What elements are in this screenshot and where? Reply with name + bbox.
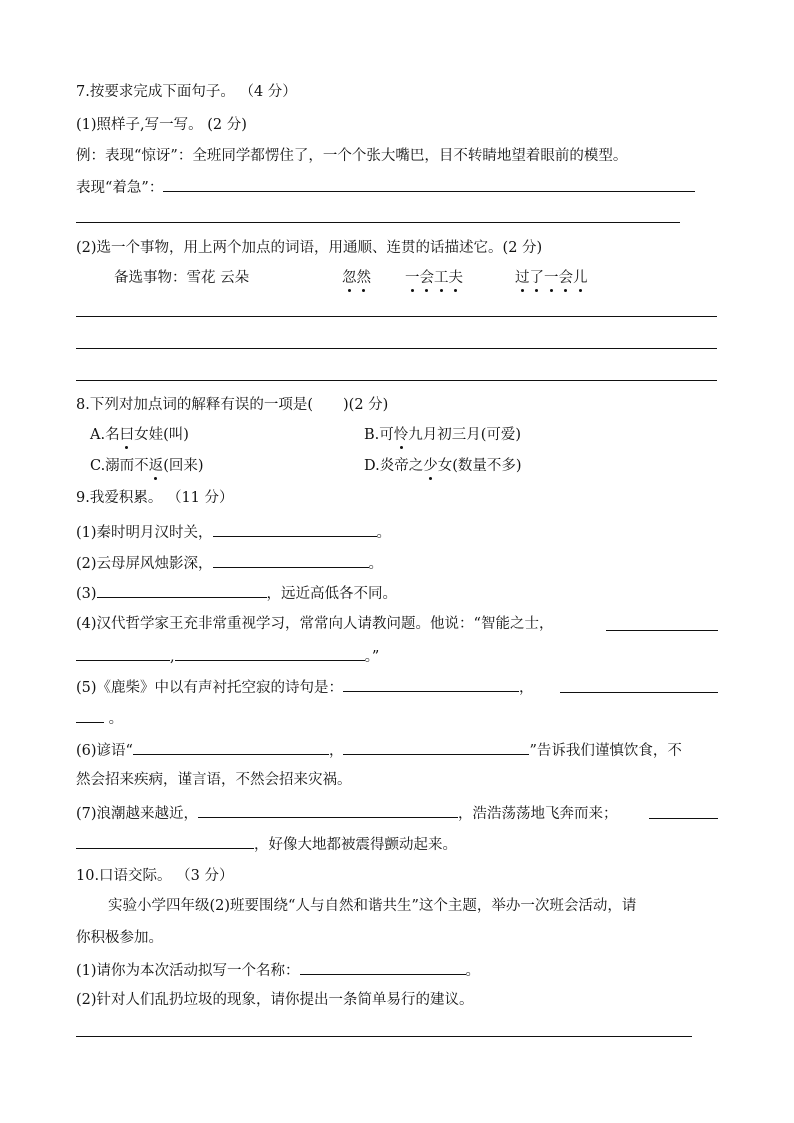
- q9-blank-7c[interactable]: [76, 833, 254, 849]
- q9-item-3: (3) ，远近高低各不同。: [76, 582, 397, 604]
- q7-word-huran: 忽然: [342, 270, 371, 286]
- q9-blank-4c[interactable]: [175, 645, 365, 661]
- q7-answer-blank[interactable]: [163, 176, 695, 192]
- q9-item-5-cont: 。: [76, 707, 123, 729]
- q9-blank-7a[interactable]: [198, 802, 458, 818]
- q9-blank-2[interactable]: [213, 552, 369, 568]
- q9-blank-1[interactable]: [213, 521, 377, 537]
- q8-option-b: B.可怜九月初三月(可爱): [364, 427, 522, 443]
- q7-answer-line-2[interactable]: [76, 222, 680, 223]
- q9-blank-6b[interactable]: [343, 739, 529, 755]
- q10-title: 10.口语交际。 （3 分）: [76, 868, 234, 884]
- q10-intro-line-1: 实验小学四年级(2)班要围绕“人与自然和谐共生”这个主题，举办一次班会活动，请: [108, 898, 637, 914]
- q9-blank-5c[interactable]: [76, 707, 104, 723]
- q7-writing-line-3[interactable]: [76, 380, 717, 381]
- q8-option-c: C.溺而不返(回来): [90, 458, 204, 474]
- q9-item-4-cont: , 。”: [76, 645, 379, 667]
- q7-example: 例：表现“惊讶”：全班同学都愣住了，一个个张大嘴巴，目不转睛地望着眼前的模型。: [76, 148, 628, 164]
- q10-item-2: (2)针对人们乱扔垃圾的现象，请你提出一条简单易行的建议。: [76, 992, 474, 1008]
- q9-blank-6a[interactable]: [133, 739, 329, 755]
- q10-intro-line-2: 你积极参加。: [76, 930, 163, 946]
- q7-writing-line-1[interactable]: [76, 316, 717, 317]
- q9-blank-3[interactable]: [97, 582, 267, 598]
- q8-option-d: D.炎帝之少女(数量不多): [364, 458, 522, 474]
- q7-prompt-row: [76, 176, 695, 198]
- q7-prompt-label: 表现“着急”：: [76, 180, 164, 196]
- q9-item-6: (6)谚语“ ， ”告诉我们谨慎饮食，不: [76, 739, 682, 761]
- q9-blank-4a[interactable]: [606, 630, 718, 631]
- q8-option-a: A.名曰女娃(叫): [90, 427, 189, 443]
- q7-word-guoleyihuier: 过了一会儿: [515, 270, 588, 286]
- q10-item-1: (1)请你为本次活动拟写一个名称： 。: [76, 959, 480, 981]
- q9-item-4: (4)汉代哲学家王充非常重视学习，常常向人请教问题。他说：“智能之士，: [76, 616, 554, 632]
- q9-blank-5b[interactable]: [560, 692, 718, 693]
- q9-blank-4b[interactable]: [76, 645, 170, 661]
- q7-title: 7.按要求完成下面句子。 （4 分）: [76, 84, 297, 100]
- q8-title: 8.下列对加点词的解释有误的一项是( )(2 分): [76, 397, 389, 413]
- q7-word-yihuigongfu: 一会工夫: [405, 270, 463, 286]
- q9-blank-5a[interactable]: [343, 676, 519, 692]
- q7-part2-label: (2)选一个事物，用上两个加点的词语，用通顺、连贯的话描述它。(2 分): [76, 240, 543, 256]
- q10-answer-line[interactable]: [76, 1036, 692, 1037]
- q7-writing-line-2[interactable]: [76, 348, 717, 349]
- q9-blank-7b[interactable]: [649, 818, 718, 819]
- q9-item-6-cont: 然会招来疾病，谨言语，不然会招来灾祸。: [76, 772, 352, 788]
- q10-blank-1[interactable]: [300, 959, 466, 975]
- q9-item-2: (2)云母屏风烛影深， 。: [76, 552, 383, 574]
- q9-item-7: (7)浪潮越来越近， ，浩浩荡荡地飞奔而来；: [76, 802, 618, 824]
- q9-title: 9.我爱积累。 （11 分）: [76, 490, 234, 506]
- q9-item-7-cont: ，好像大地都被震得颤动起来。: [76, 833, 457, 855]
- q9-item-5: (5)《鹿柴》中以有声衬托空寂的诗句是： ，: [76, 676, 534, 698]
- q9-item-1: (1)秦时明月汉时关， 。: [76, 521, 391, 543]
- q7-options-label: 备选事物：雪花 云朵: [114, 270, 250, 286]
- q7-part1-label: (1)照样子,写一写。 (2 分): [76, 117, 247, 133]
